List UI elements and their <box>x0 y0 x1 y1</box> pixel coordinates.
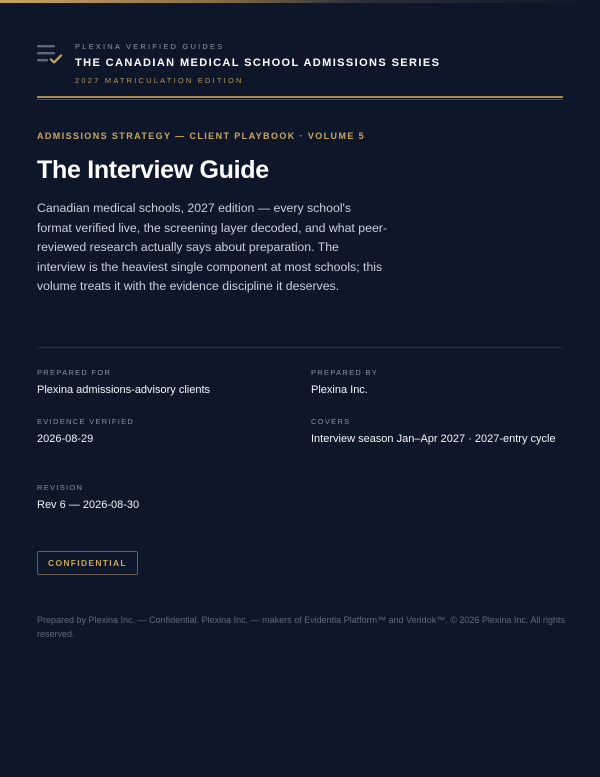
page-title: The Interview Guide <box>37 156 269 184</box>
brand-block <box>75 42 440 86</box>
prepared-by-value: Plexina Inc. <box>311 384 368 396</box>
edition-label: 2027 MATRICULATION EDITION <box>75 76 244 85</box>
confidential-badge: CONFIDENTIAL <box>37 551 138 575</box>
revision-label: REVISION <box>37 483 84 492</box>
footer-legal: Prepared by Plexina Inc. — Confidential. Plexina Inc. — makers of Evidentia Platform™ and Veridok™. © 2026 Plexina Inc. All rights reserved. <box>37 615 565 639</box>
series-title: THE CANADIAN MEDICAL SCHOOL ADMISSIONS SERIES <box>75 57 441 69</box>
prepared-by-label: PREPARED BY <box>311 368 379 377</box>
volume-kicker: ADMISSIONS STRATEGY — CLIENT PLAYBOOK · VOLUME 5 <box>37 131 366 141</box>
header-divider <box>37 96 563 100</box>
evidence-verified-label: EVIDENCE VERIFIED <box>37 417 135 426</box>
evidence-verified-value: 2026-08-29 <box>37 433 94 445</box>
prepared-for-value: Plexina admissions-advisory clients <box>37 384 211 396</box>
intro-paragraph: Canadian medical schools, 2027 edition — every school's format verified live, the screening layer decoded, and what peer-reviewed research actually says about preparation. The interview is the heaviest single component at most schools; this volume treats it with the evidence discipline it deserves. <box>37 201 387 293</box>
checklist-icon <box>37 44 63 64</box>
prepared-for-label: PREPARED FOR <box>37 368 112 377</box>
section-divider <box>37 347 563 348</box>
covers-label: COVERS <box>311 417 351 426</box>
top-accent-bar <box>0 0 600 3</box>
covers-value: Interview season Jan–Apr 2027 · 2027-entry cycle <box>311 433 556 445</box>
brand-eyebrow: PLEXINA VERIFIED GUIDES <box>75 42 225 51</box>
revision-value: Rev 6 — 2026-08-30 <box>37 499 140 511</box>
